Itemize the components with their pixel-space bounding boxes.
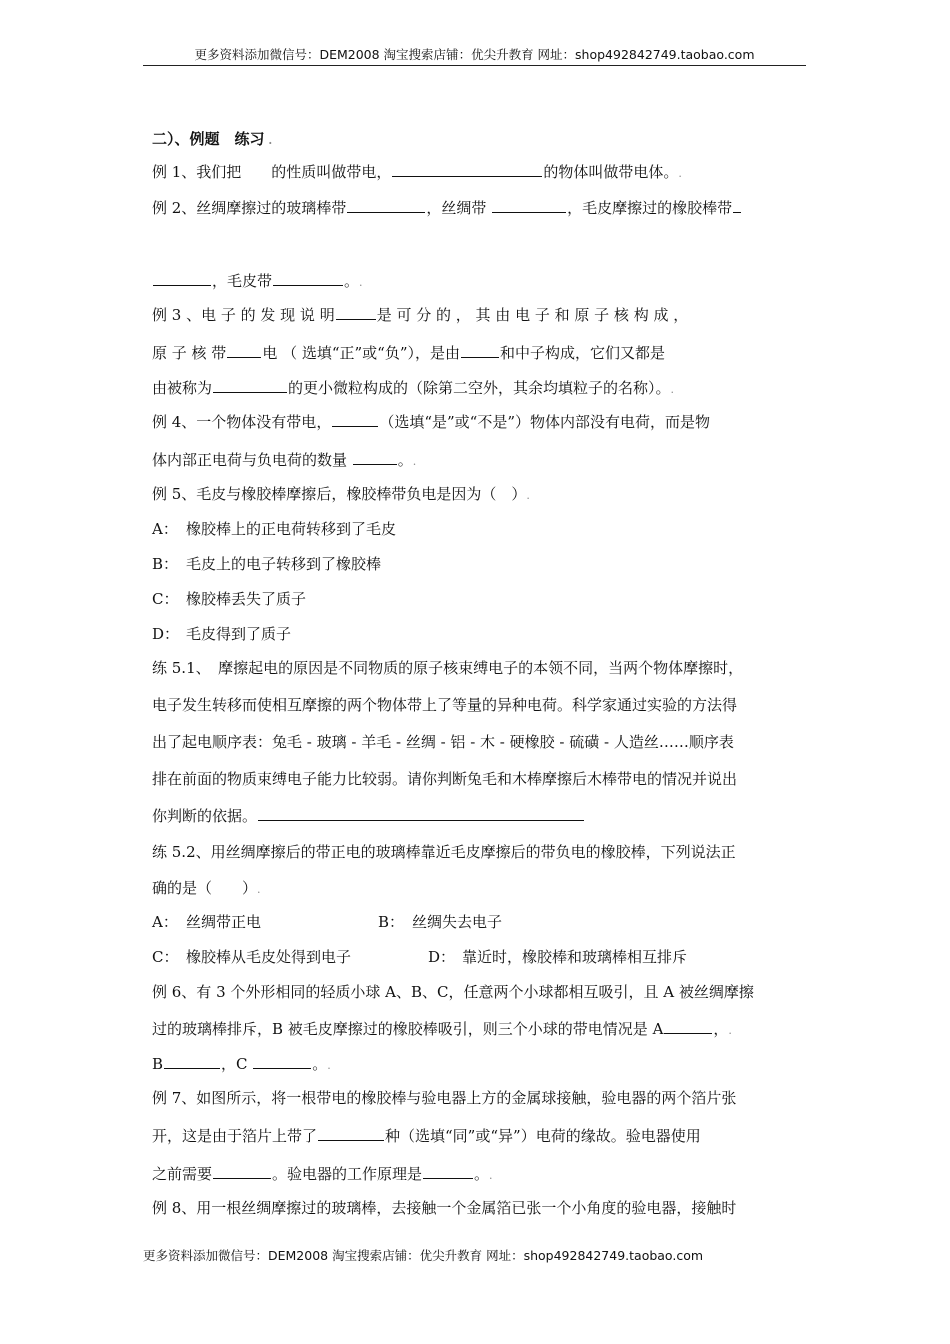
example-7-line-1: 例 7、如图所示，将一根带电的橡胶棒与验电器上方的金属球接触，验电器的两个箔片张 [152,1089,737,1107]
practice-5-2-line-2: 确的是（ ）. [152,879,261,897]
answer-blank[interactable] [733,197,741,213]
option-d[interactable]: D： 靠近时，橡胶棒和玻璃棒相互排斥 [428,948,688,966]
example-6-line-2: 过的玻璃棒排斥，B 被毛皮摩擦过的橡胶棒吸引，则三个小球的带电情况是 A ，. [152,1020,732,1038]
example-3-line-1: 例 3 、电 子 的 发 现 说 明 是 可 分 的 ， 其 由 电 子 和 原 子 核 构 成 ， [152,306,689,324]
practice-5-1-line-3: 出了起电顺序表：兔毛 - 玻璃 - 羊毛 - 丝绸 - 铝 - 木 - 硬橡胶 - 硫磺 - 人造丝……顺序表 [152,733,734,751]
answer-blank[interactable] [273,270,343,286]
example-4-line-2: 体内部正电荷与负电荷的数量 。. [152,451,417,469]
option-d[interactable]: D： 毛皮得到了质子 [152,625,292,643]
answer-blank[interactable] [332,411,378,427]
answer-blank[interactable] [461,342,499,358]
example-2-cont: ，毛皮带 。. [152,270,363,292]
example-8-line-1: 例 8、用一根丝绸摩擦过的玻璃棒，去接触一个金属箔已张一个小角度的验电器，接触时 [152,1199,737,1217]
example-2: 例 2、丝绸摩擦过的玻璃棒带 ，丝绸带 ，毛皮摩擦过的橡胶棒带 [152,197,742,219]
page-footer: 更多资料添加微信号：DEM2008 淘宝搜索店铺：优尖升教育 网址：shop492842749.taobao.com [143,1248,704,1263]
answer-blank[interactable] [253,1053,311,1069]
option-b[interactable]: B： 毛皮上的电子转移到了橡胶棒 [152,555,382,573]
example-1: 例 1、我们把 的性质叫做带电， 的物体叫做带电体。. [152,163,682,181]
answer-blank[interactable] [492,197,566,213]
answer-blank[interactable] [347,197,425,213]
example-7-line-2: 开，这是由于箔片上带了 种（选填“同”或“异”）电荷的缘故。验电器使用 [152,1127,701,1145]
example-5-stem: 例 5、毛皮与橡胶棒摩擦后，橡胶棒带负电是因为（ ）. [152,485,530,503]
answer-blank[interactable] [164,1053,220,1069]
answer-blank[interactable] [153,270,211,286]
example-3-line-3: 由被称为 的更小微粒构成的（除第二空外，其余均填粒子的名称）。. [152,379,675,397]
practice-5-2-options-ab [152,911,812,933]
section-title: 二）、例题 练习 . [152,130,273,148]
answer-blank[interactable] [258,805,584,821]
option-a[interactable]: A： 丝绸带正电 [152,913,262,931]
option-c[interactable]: C： 橡胶棒丢失了质子 [152,590,307,608]
practice-5-2-line-1: 练 5.2、用丝绸摩擦后的带正电的玻璃棒靠近毛皮摩擦后的带负电的橡胶棒，下列说法正 [152,843,736,861]
example-4-line-1: 例 4、一个物体没有带电， （选填“是”或“不是”）物体内部没有电荷，而是物 [152,413,711,431]
answer-blank[interactable] [336,304,376,320]
example-3-line-2: 原 子 核 带 电 （ 选填“正”或“负”），是由 和中子构成，它们又都是 [152,344,666,362]
option-c[interactable]: C： 橡胶棒从毛皮处得到电子 [152,948,352,966]
example-6-line-3: B ，C 。. [152,1055,331,1073]
answer-blank[interactable] [318,1125,384,1141]
answer-blank[interactable] [353,449,397,465]
practice-5-2-options-cd [152,946,812,968]
option-a[interactable]: A： 橡胶棒上的正电荷转移到了毛皮 [152,520,397,538]
answer-blank[interactable] [392,161,542,177]
practice-5-1-line-1: 练 5.1、 摩擦起电的原因是不同物质的原子核束缚电子的本领不同，当两个物体摩擦时， [152,659,744,677]
answer-blank[interactable] [213,377,287,393]
page-header: 更多资料添加微信号：DEM2008 淘宝搜索店铺：优尖升教育 网址：shop492842749.taobao.com [143,44,806,66]
answer-blank[interactable] [423,1163,473,1179]
answer-blank[interactable] [213,1163,271,1179]
example-6-line-1: 例 6、有 3 个外形相同的轻质小球 A、B、C，任意两个小球都相互吸引，且 A 被丝绸摩擦 [152,983,754,1001]
answer-blank[interactable] [227,342,261,358]
practice-5-1-line-2: 电子发生转移而使相互摩擦的两个物体带上了等量的异种电荷。科学家通过实验的方法得 [152,696,738,714]
option-b[interactable]: B： 丝绸失去电子 [378,913,503,931]
answer-blank[interactable] [664,1018,712,1034]
practice-5-1-line-4: 排在前面的物质束缚电子能力比较弱。请你判断兔毛和木棒摩擦后木棒带电的情况并说出 [152,770,738,788]
practice-5-1-line-5: 你判断的依据。 [152,805,585,827]
example-7-line-3: 之前需要 。验电器的工作原理是 。. [152,1165,493,1183]
